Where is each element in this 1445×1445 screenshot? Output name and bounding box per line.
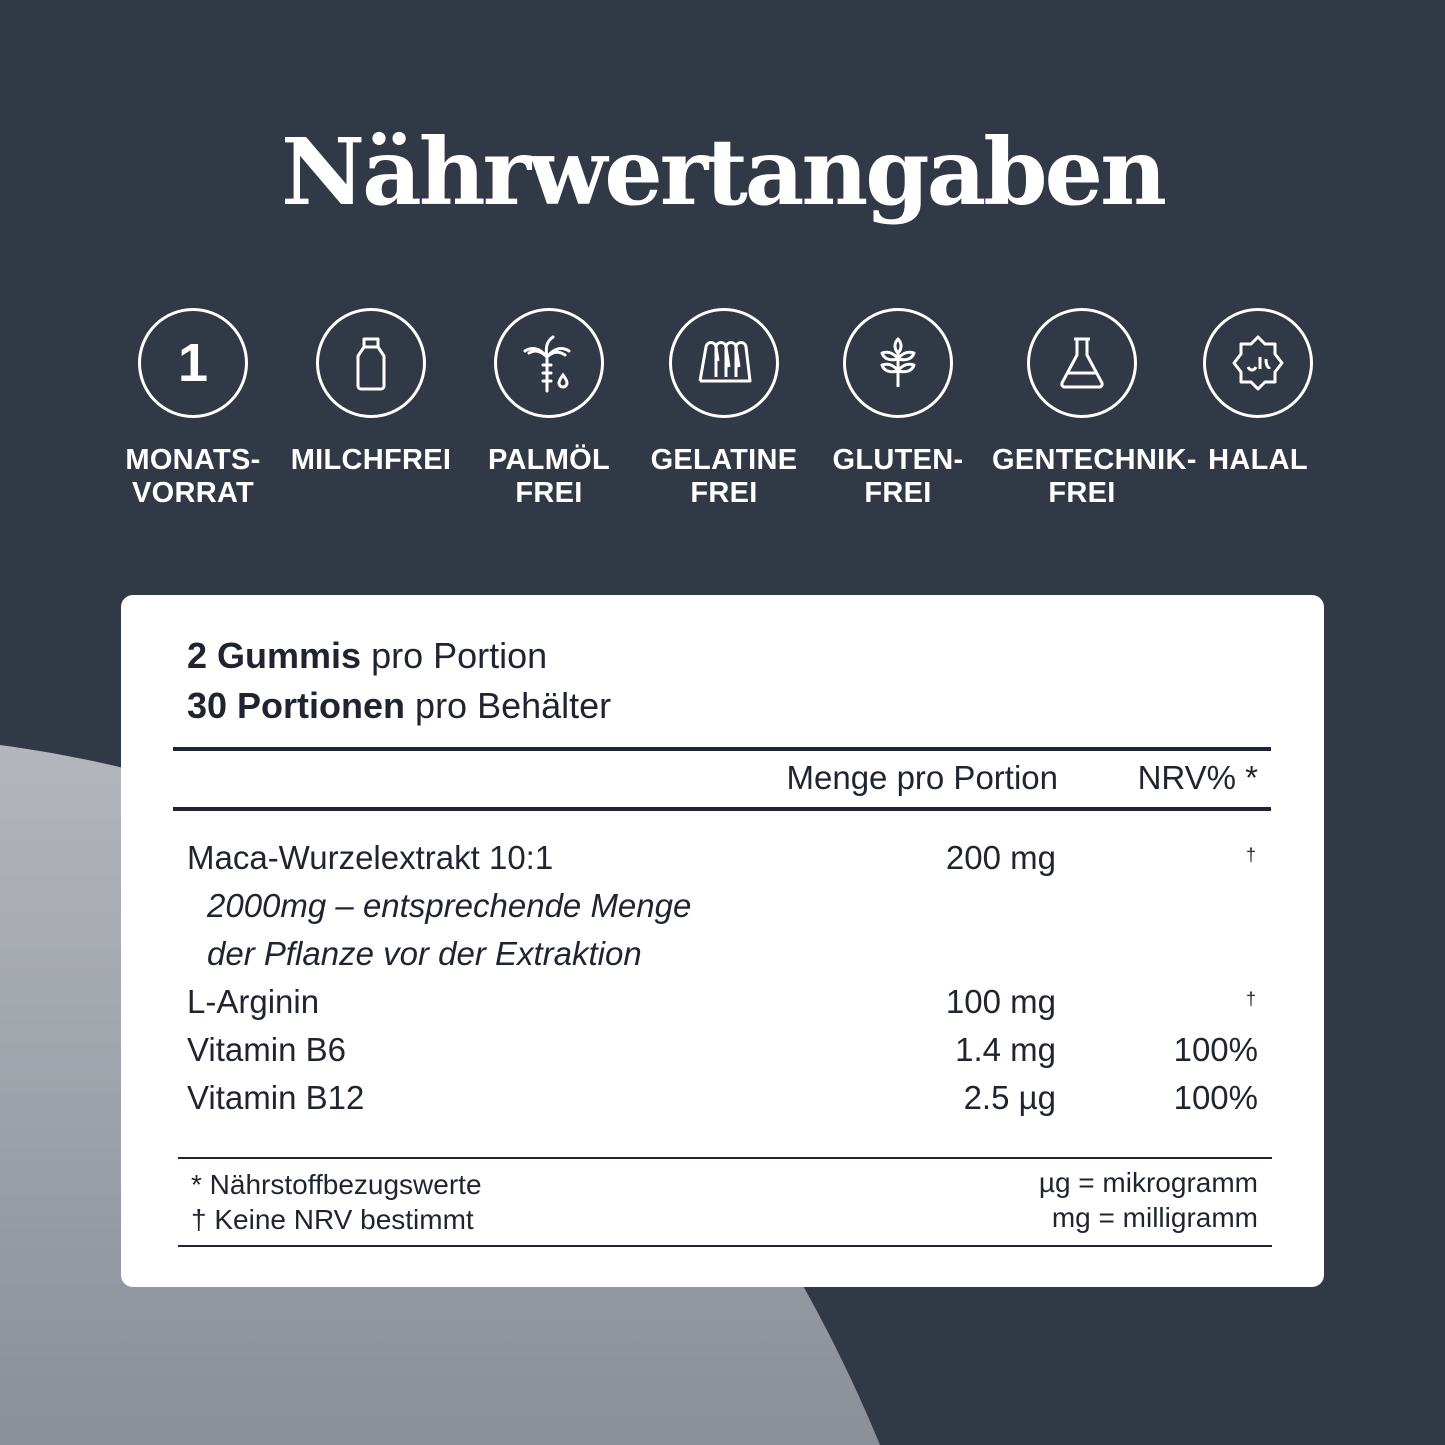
badge-label: HALAL [1208, 444, 1308, 476]
nutrient-name: L-Arginin [187, 983, 320, 1020]
badge-label: MONATS- VORRAT [125, 444, 261, 509]
number-one-icon: 1 [177, 333, 209, 393]
nutrient-amount: 1.4 mg [955, 1031, 1056, 1068]
palm-tree-icon [517, 331, 581, 395]
nutrient-note: 2000mg – entsprechende Menge [207, 887, 692, 924]
badge-label: GLUTEN- FREI [832, 444, 964, 509]
column-header-nrv: NRV% * [1137, 759, 1258, 796]
nutrient-name: Vitamin B6 [187, 1031, 346, 1068]
badge-monatsvorrat [103, 308, 283, 510]
footnote-left: * Nährstoffbezugswerte † Keine NRV bestimmt [191, 1169, 482, 1235]
halal-icon [1226, 331, 1290, 395]
divider [178, 1157, 1272, 1159]
badge-label: GENTECHNIK- FREI [992, 444, 1197, 509]
gelatine-icon [692, 331, 756, 395]
nutrient-nrv: † [1245, 989, 1256, 1009]
divider [173, 747, 1271, 751]
badge-palmoel-frei [459, 308, 639, 510]
milk-bottle-icon [339, 331, 403, 395]
badge-gentechnik-frei [992, 308, 1197, 510]
serving-info: 2 Gummis pro Portion 30 Portionen pro Behälter [187, 635, 612, 726]
badge-label: MILCHFREI [290, 444, 452, 476]
nutrition-panel [121, 595, 1324, 1287]
badge-gelatine-frei [634, 308, 814, 510]
nutrient-name: Vitamin B12 [187, 1079, 365, 1116]
nutrient-nrv: † [1245, 845, 1256, 865]
page-title: Nährwertangaben [281, 118, 1164, 226]
nutrient-amount: 2.5 µg [963, 1079, 1056, 1116]
nutrient-amount: 100 mg [945, 983, 1056, 1020]
nutrient-note: der Pflanze vor der Extraktion [207, 935, 642, 972]
badge-gluten-frei [808, 308, 988, 510]
badge-label: PALMÖL FREI [487, 444, 611, 509]
footnote-right: µg = mikrogramm mg = milligramm [1038, 1167, 1258, 1233]
divider [178, 1245, 1272, 1247]
badge-milchfrei [281, 308, 461, 477]
nutrient-amount: 200 mg [945, 839, 1056, 876]
grain-icon [866, 331, 930, 395]
column-header-amount: Menge pro Portion [786, 759, 1058, 796]
nutrient-nrv: 100% [1173, 1079, 1258, 1116]
flask-icon [1050, 331, 1114, 395]
badge-label: GELATINE FREI [650, 444, 798, 509]
nutrient-name: Maca-Wurzelextrakt 10:1 [187, 839, 554, 876]
nutrient-nrv: 100% [1173, 1031, 1258, 1068]
divider [173, 807, 1271, 811]
badge-halal [1168, 308, 1348, 477]
